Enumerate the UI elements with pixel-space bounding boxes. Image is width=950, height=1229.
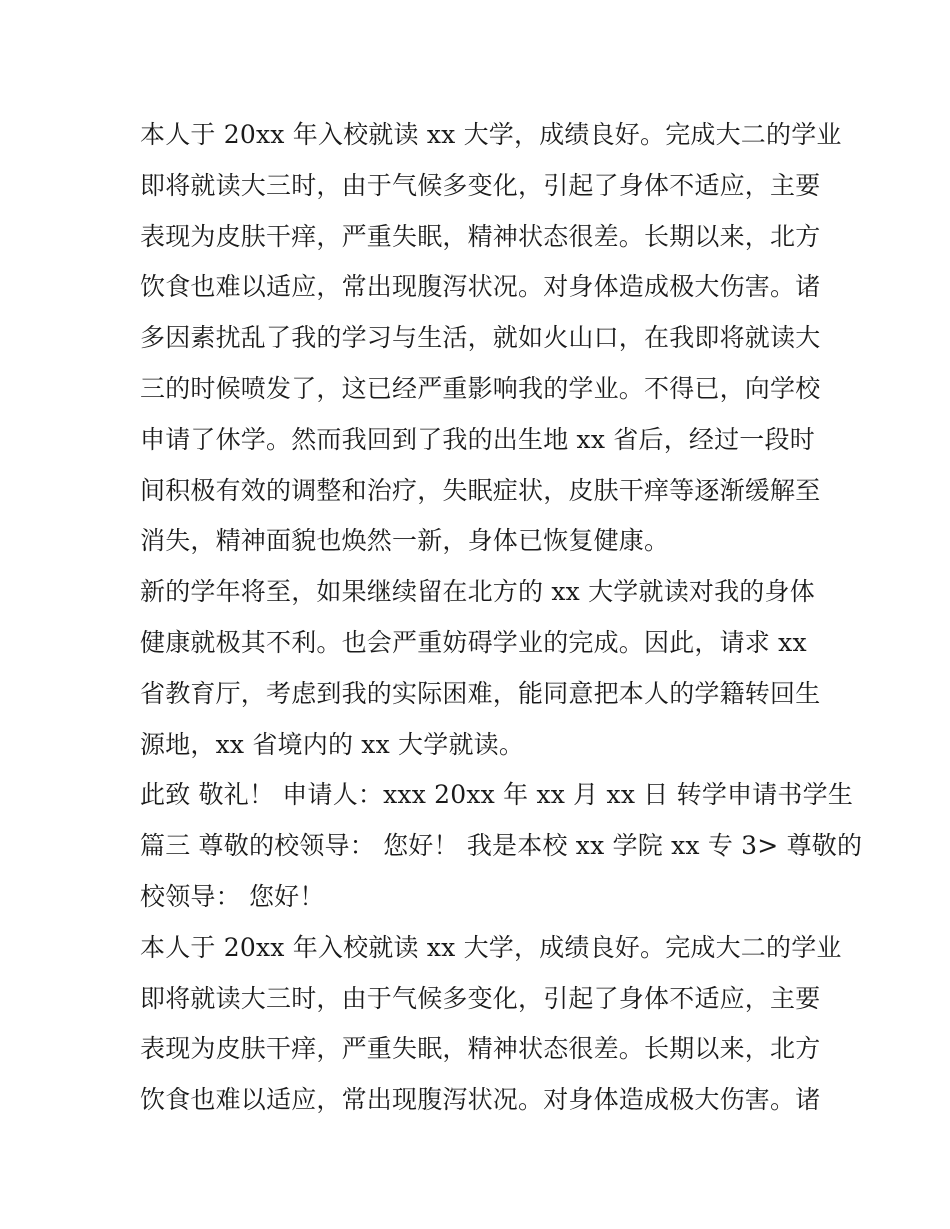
text-line: 即将就读大三时，由于气候多变化，引起了身体不适应，主要 <box>140 170 821 200</box>
text-line: 篇三 尊敬的校领导： 您好！ 我是本校 xx 学院 xx 专 3> 尊敬的 <box>140 831 863 861</box>
text-line: 间积极有效的调整和治疗，失眠症状，皮肤干痒等逐渐缓解至 <box>140 475 821 505</box>
text-line: 本人于 20xx 年入校就读 xx 大学，成绩良好。完成大二的学业 <box>140 120 842 149</box>
text-line: 新的学年将至，如果继续留在北方的 xx 大学就读对我的身体 <box>140 577 815 607</box>
text-line: 省教育厅，考虑到我的实际困难，能同意把本人的学籍转回生 <box>140 678 821 708</box>
text-line: 表现为皮肤干痒，严重失眠，精神状态很差。长期以来，北方 <box>140 1034 821 1064</box>
text-line: 饮食也难以适应，常出现腹泻状况。对身体造成极大伤害。诸 <box>140 272 821 302</box>
text-line: 即将就读大三时，由于气候多变化，引起了身体不适应，主要 <box>140 983 821 1013</box>
text-line: 饮食也难以适应，常出现腹泻状况。对身体造成极大伤害。诸 <box>140 1085 821 1115</box>
text-line: 此致 敬礼！ 申请人：xxx 20xx 年 xx 月 xx 日 转学申请书学生 <box>140 780 854 810</box>
text-line: 表现为皮肤干痒，严重失眠，精神状态很差。长期以来，北方 <box>140 221 821 251</box>
text-line: 多因素扰乱了我的学习与生活，就如火山口，在我即将就读大 <box>140 323 821 353</box>
document-body <box>140 110 863 1126</box>
text-line: 三的时候喷发了，这已经严重影响我的学业。不得已，向学校 <box>140 373 821 403</box>
text-line: 校领导： 您好！ <box>140 881 325 911</box>
text-line: 消失，精神面貌也焕然一新，身体已恢复健康。 <box>140 526 670 556</box>
text-line: 申请了休学。然而我回到了我的出生地 xx 省后，经过一段时 <box>140 424 815 454</box>
text-line: 源地，xx 省境内的 xx 大学就读。 <box>140 729 525 759</box>
text-line: 健康就极其不利。也会严重妨碍学业的完成。因此，请求 xx <box>140 627 807 657</box>
text-line: 本人于 20xx 年入校就读 xx 大学，成绩良好。完成大二的学业 <box>140 932 842 962</box>
